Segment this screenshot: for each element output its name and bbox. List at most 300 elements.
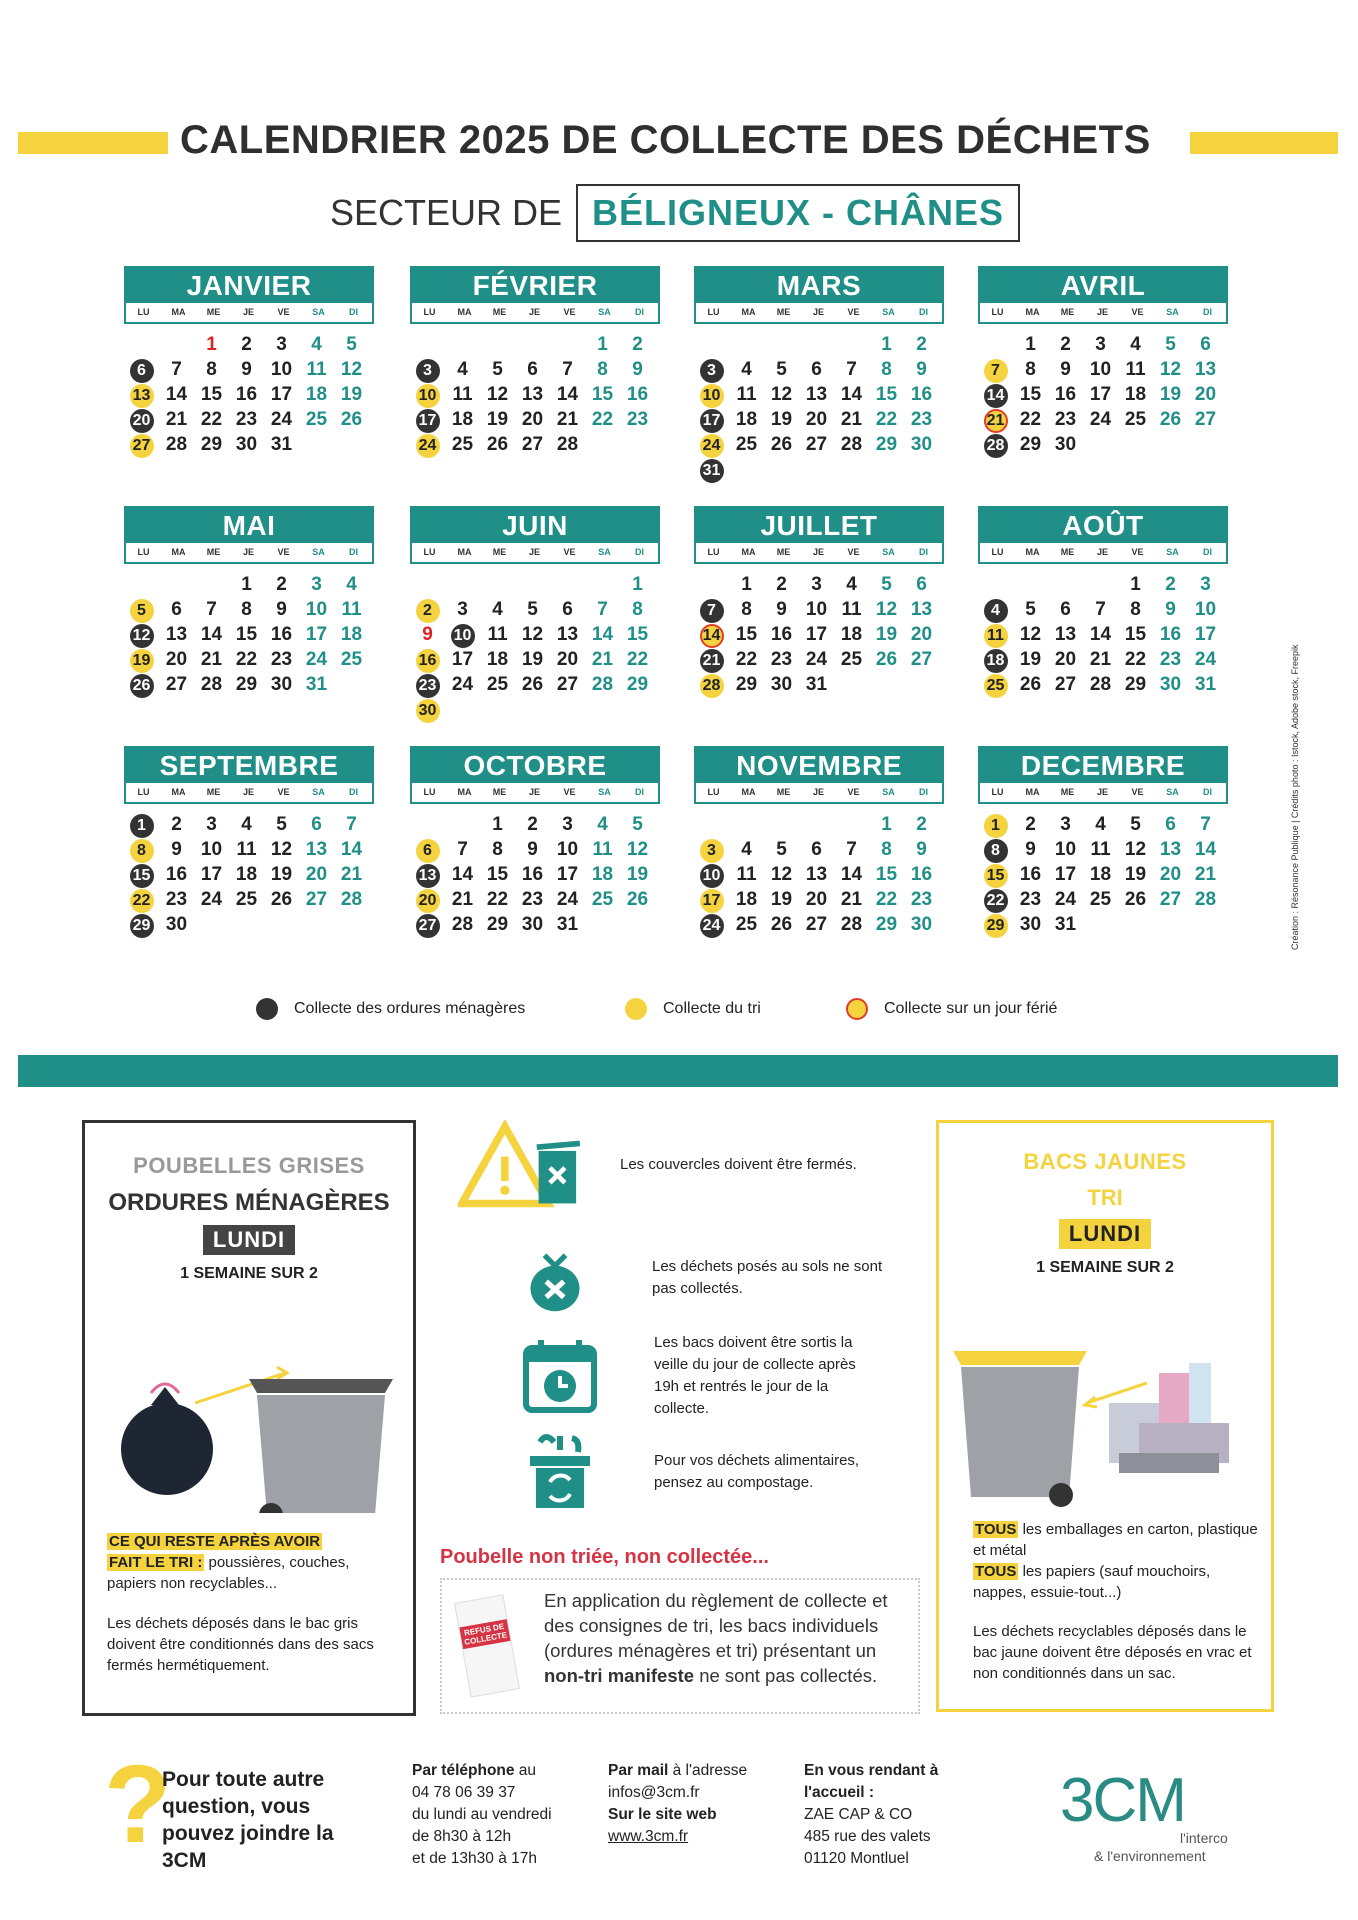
day-cell [194, 383, 229, 407]
day-cell [159, 863, 194, 887]
day-number: 27 [1054, 674, 1077, 695]
day-name: MA [1025, 547, 1040, 557]
day-cell [834, 888, 869, 912]
day-cell [515, 358, 550, 382]
day-cell-tri [694, 888, 729, 912]
sector-label: SECTEUR DE [330, 192, 563, 233]
day-cell [480, 813, 515, 837]
day-number: 30 [235, 434, 258, 455]
day-name: SA [312, 787, 325, 797]
logo-3cm: 3CM [1060, 1766, 1185, 1835]
credits: Création : Résonance Publique | Crédits photo : Istock, Adobe stock, Freepik [1290, 644, 1300, 950]
day-number: 19 [770, 409, 793, 430]
day-number: 14 [556, 384, 579, 405]
day-cell [1083, 408, 1118, 432]
day-cell-om [694, 408, 729, 432]
day-number: 2 [276, 574, 287, 595]
day-name: SA [312, 307, 325, 317]
day-cell [264, 383, 299, 407]
day-cell [264, 838, 299, 862]
day-number: 18 [451, 409, 474, 430]
day-number: 22 [1019, 409, 1042, 430]
day-cell [264, 333, 299, 357]
day-number: 4 [741, 839, 752, 860]
day-cell [194, 598, 229, 622]
day-cell [445, 838, 480, 862]
day-cell [1083, 888, 1118, 912]
day-number: 1 [492, 814, 503, 835]
day-number: 19 [1124, 864, 1147, 885]
day-cell [264, 813, 299, 837]
day-number: 11 [487, 624, 508, 645]
day-cell [299, 813, 334, 837]
day-cell [194, 838, 229, 862]
day-number: 7 [171, 359, 182, 380]
day-number: 25 [1089, 889, 1112, 910]
day-cell-tri [124, 383, 159, 407]
day-cell-om [124, 913, 159, 937]
footer-visit [804, 1760, 938, 1870]
day-cell [764, 838, 799, 862]
day-cell [799, 648, 834, 672]
day-cell [1013, 813, 1048, 837]
day-cell [729, 888, 764, 912]
day-name: JE [242, 307, 254, 317]
day-name: SA [312, 547, 325, 557]
day-cell [159, 433, 194, 457]
day-cell-om [410, 673, 445, 697]
day-cell [264, 623, 299, 647]
month-title: OCTOBRE [410, 746, 660, 783]
logo-tagline-2: & l'environnement [1094, 1848, 1206, 1864]
days-grid [978, 573, 1228, 697]
day-number: 14 [591, 624, 614, 645]
day-names-row [694, 303, 944, 324]
days-grid [978, 333, 1228, 457]
empty-cell [515, 333, 550, 357]
day-number: 20 [805, 409, 828, 430]
day-number: 15 [1124, 624, 1147, 645]
day-cell [229, 888, 264, 912]
day-number: 17 [1054, 864, 1077, 885]
day-number: 22 [735, 649, 758, 670]
refus-text-bold: non-tri manifeste [544, 1665, 695, 1686]
month-title: AOÛT [978, 506, 1228, 543]
day-number: 6 [311, 814, 322, 835]
yellow-panel-title2: TRI [1087, 1185, 1123, 1210]
day-cell [729, 383, 764, 407]
day-number: 21 [1194, 864, 1217, 885]
question-mark-icon: ? [104, 1743, 172, 1866]
day-cell [550, 673, 585, 697]
day-cell [1118, 333, 1153, 357]
day-number: 1 [1130, 574, 1141, 595]
day-number: 18 [235, 864, 258, 885]
day-number: 4 [241, 814, 252, 835]
day-cell [1188, 408, 1223, 432]
day-name: SA [598, 787, 611, 797]
day-cell [1048, 913, 1083, 937]
day-number: 22 [1124, 649, 1147, 670]
yellow-rest2: les papiers (sauf mouchoirs, nappes, essuie-tout...) [973, 1563, 1211, 1601]
yellow-panel-title1: BACS JAUNES [1023, 1149, 1187, 1174]
day-name: SA [882, 547, 895, 557]
day-cell [264, 673, 299, 697]
day-cell [550, 358, 585, 382]
day-number: 26 [486, 434, 509, 455]
day-number: 24 [270, 409, 293, 430]
day-cell [834, 863, 869, 887]
day-cell [480, 648, 515, 672]
day-cell [764, 913, 799, 937]
empty-cell [159, 573, 194, 597]
day-cell [299, 598, 334, 622]
day-cell [834, 648, 869, 672]
day-number: 5 [527, 599, 538, 620]
day-cell [515, 673, 550, 697]
day-number: 25 [591, 889, 614, 910]
day-cell-om [694, 358, 729, 382]
day-cell [1013, 358, 1048, 382]
day-number: 28 [165, 434, 188, 455]
day-cell [1118, 838, 1153, 862]
day-number: 29 [1019, 434, 1042, 455]
day-cell [869, 888, 904, 912]
day-number: 19 [130, 649, 154, 673]
day-number: 22 [486, 889, 509, 910]
day-number: 7 [1095, 599, 1106, 620]
day-cell [1083, 813, 1118, 837]
day-cell [1013, 888, 1048, 912]
month-block [410, 506, 660, 722]
day-cell [1188, 673, 1223, 697]
day-cell [834, 598, 869, 622]
day-cell [299, 333, 334, 357]
day-names-row [124, 303, 374, 324]
day-number: 15 [1019, 384, 1042, 405]
visit1: En vous rendant à [804, 1762, 939, 1779]
day-number: 25 [735, 914, 758, 935]
day-cell [585, 838, 620, 862]
day-number: 21 [840, 889, 863, 910]
day-cell-tri [978, 673, 1013, 697]
day-number: 26 [770, 434, 793, 455]
day-cell-tri [124, 598, 159, 622]
day-cell [550, 623, 585, 647]
day-number: 26 [626, 889, 649, 910]
day-cell [585, 888, 620, 912]
day-number: 12 [770, 864, 793, 885]
day-cell [264, 648, 299, 672]
day-cell [1048, 623, 1083, 647]
day-cell [550, 383, 585, 407]
day-number: 12 [1019, 624, 1042, 645]
rule-lids-text: Les couvercles doivent être fermés. [620, 1156, 857, 1173]
day-number: 7 [562, 359, 573, 380]
day-number: 14 [700, 624, 724, 648]
day-name: JE [1096, 307, 1108, 317]
day-number: 25 [235, 889, 258, 910]
day-number: 3 [1095, 334, 1106, 355]
grey-panel-title2: ORDURES MÉNAGÈRES [108, 1189, 390, 1216]
day-name: LU [707, 787, 720, 797]
day-number: 6 [916, 574, 927, 595]
day-number: 5 [492, 359, 503, 380]
day-number: 5 [276, 814, 287, 835]
day-cell-tri [978, 813, 1013, 837]
recyclables-pile-icon [1109, 1363, 1229, 1473]
day-cell [1188, 838, 1223, 862]
day-name: MA [741, 307, 756, 317]
day-cell [799, 673, 834, 697]
day-name: ME [206, 307, 221, 317]
day-number: 20 [416, 889, 440, 913]
empty-cell [1083, 573, 1118, 597]
day-number: 15 [591, 384, 614, 405]
day-number: 1 [881, 334, 892, 355]
day-cell [729, 433, 764, 457]
legend-tri [625, 998, 761, 1020]
day-name: JE [242, 787, 254, 797]
day-cell [445, 673, 480, 697]
day-cell [729, 573, 764, 597]
day-number: 2 [1165, 574, 1176, 595]
day-name: MA [171, 787, 186, 797]
day-cell [620, 333, 655, 357]
day-cell [1083, 838, 1118, 862]
day-name: LU [991, 787, 1004, 797]
day-cell [1153, 813, 1188, 837]
day-number: 14 [1089, 624, 1112, 645]
day-number: 3 [700, 359, 724, 383]
empty-cell [729, 333, 764, 357]
day-number: 2 [632, 334, 643, 355]
day-cell [904, 623, 939, 647]
mail-link[interactable]: infos@3cm.fr [608, 1784, 700, 1801]
day-number: 15 [875, 384, 898, 405]
day-names-row [694, 783, 944, 804]
day-cell [229, 383, 264, 407]
day-cell [299, 408, 334, 432]
refus-text2: ne sont pas collectés. [694, 1665, 878, 1686]
day-name: LU [137, 547, 150, 557]
month-block [978, 746, 1228, 937]
day-number: 3 [700, 839, 724, 863]
day-cell [1083, 358, 1118, 382]
day-cell [1083, 863, 1118, 887]
day-number: 29 [984, 914, 1008, 938]
day-names-row [410, 543, 660, 564]
day-number: 8 [881, 839, 892, 860]
day-cell [585, 358, 620, 382]
day-cell [1153, 333, 1188, 357]
day-number: 22 [626, 649, 649, 670]
day-name: LU [423, 307, 436, 317]
day-number: 21 [451, 889, 474, 910]
day-cell [194, 433, 229, 457]
days-grid [978, 813, 1228, 937]
day-number: 21 [591, 649, 614, 670]
day-cell [299, 383, 334, 407]
day-number: 23 [626, 409, 649, 430]
day-cell [334, 888, 369, 912]
day-number: 15 [984, 864, 1008, 888]
day-name: DI [349, 547, 358, 557]
day-cell [194, 813, 229, 837]
day-name: JE [812, 307, 824, 317]
legend-fer [846, 998, 1057, 1020]
tel-rest: au [514, 1762, 537, 1779]
day-number: 13 [910, 599, 933, 620]
day-number: 11 [1090, 839, 1111, 860]
day-name: JE [1096, 547, 1108, 557]
day-cell [1048, 648, 1083, 672]
day-cell [229, 838, 264, 862]
day-cell [1083, 598, 1118, 622]
day-number: 13 [1159, 839, 1182, 860]
day-cell [1118, 863, 1153, 887]
day-number: 19 [270, 864, 293, 885]
empty-cell [694, 573, 729, 597]
day-cell [1013, 383, 1048, 407]
day-cell [799, 573, 834, 597]
day-cell [585, 673, 620, 697]
compost-icon [520, 1432, 600, 1512]
day-number: 12 [340, 359, 363, 380]
day-cell [159, 913, 194, 937]
day-number: 7 [597, 599, 608, 620]
day-number: 30 [910, 434, 933, 455]
day-cell [334, 383, 369, 407]
day-number: 27 [521, 434, 544, 455]
grey-panel-title1: POUBELLES GRISES [133, 1153, 365, 1178]
day-number: 11 [984, 624, 1008, 648]
day-number: 1 [597, 334, 608, 355]
month-block [978, 506, 1228, 697]
day-number: 8 [130, 839, 154, 863]
day-cell [194, 408, 229, 432]
day-cell [1153, 888, 1188, 912]
day-cell [585, 333, 620, 357]
day-names-row [410, 303, 660, 324]
day-number: 18 [1089, 864, 1112, 885]
empty-cell [799, 333, 834, 357]
day-number: 19 [486, 409, 509, 430]
refus-text [544, 1588, 914, 1688]
refus-sticker [454, 1594, 520, 1697]
title-deco-bar-left [18, 132, 168, 154]
day-number: 8 [241, 599, 252, 620]
day-number: 16 [416, 649, 440, 673]
day-cell-tri [410, 698, 445, 722]
day-number: 28 [340, 889, 363, 910]
day-number: 9 [776, 599, 787, 620]
day-number: 26 [130, 674, 154, 698]
day-number: 17 [556, 864, 579, 885]
footer-phone [412, 1760, 552, 1870]
day-cell [515, 813, 550, 837]
day-cell [1013, 913, 1048, 937]
day-number: 7 [346, 814, 357, 835]
day-number: 26 [521, 674, 544, 695]
day-number: 30 [1019, 914, 1042, 935]
day-name: ME [776, 547, 791, 557]
day-name: DI [919, 307, 928, 317]
day-cell [229, 673, 264, 697]
day-cell [1048, 863, 1083, 887]
day-cell [1188, 888, 1223, 912]
day-cell [764, 888, 799, 912]
day-number: 3 [811, 574, 822, 595]
day-cell [1153, 573, 1188, 597]
day-cell [585, 383, 620, 407]
day-names-row [978, 783, 1228, 804]
footer-question: Pour toute autre question, vous pouvez joindre la 3CM [162, 1768, 334, 1872]
empty-cell [445, 813, 480, 837]
day-number: 10 [700, 864, 724, 888]
day-cell-tri [978, 913, 1013, 937]
day-number: 27 [910, 649, 933, 670]
day-number: 5 [632, 814, 643, 835]
empty-cell [764, 333, 799, 357]
addr2: 485 rue des valets [804, 1828, 931, 1845]
day-name: JE [812, 547, 824, 557]
day-cell-tri [124, 648, 159, 672]
empty-cell [410, 813, 445, 837]
day-number: 27 [305, 889, 328, 910]
day-cell [445, 913, 480, 937]
empty-cell [124, 333, 159, 357]
day-cell [1188, 598, 1223, 622]
day-cell [869, 648, 904, 672]
day-cell [229, 623, 264, 647]
day-number: 11 [341, 599, 362, 620]
web-link[interactable]: www.3cm.fr [608, 1828, 689, 1845]
day-number: 24 [556, 889, 579, 910]
day-number: 20 [1054, 649, 1077, 670]
day-cell [1153, 838, 1188, 862]
day-number: 2 [1025, 814, 1036, 835]
day-cell [869, 433, 904, 457]
days-grid [694, 573, 944, 697]
month-title: FÉVRIER [410, 266, 660, 303]
day-cell [159, 648, 194, 672]
tel-number[interactable]: 04 78 06 39 37 [412, 1784, 516, 1801]
rule-compost [520, 1432, 894, 1512]
day-cell [1118, 573, 1153, 597]
day-number: 9 [916, 359, 927, 380]
day-name: DI [635, 787, 644, 797]
day-name: VE [563, 307, 576, 317]
day-names-row [124, 543, 374, 564]
day-cell [480, 913, 515, 937]
day-number: 5 [346, 334, 357, 355]
day-number: 19 [626, 864, 649, 885]
day-number: 6 [1200, 334, 1211, 355]
empty-cell [978, 573, 1013, 597]
month-title: MAI [124, 506, 374, 543]
empty-cell [799, 813, 834, 837]
day-number: 27 [556, 674, 579, 695]
day-number: 18 [1124, 384, 1147, 405]
day-number: 25 [486, 674, 509, 695]
yellow-panel-day: LUNDI [1059, 1219, 1151, 1249]
empty-cell [445, 333, 480, 357]
day-number: 11 [736, 864, 757, 885]
day-cell-tri [124, 838, 159, 862]
day-cell [1048, 433, 1083, 457]
day-cell [1188, 813, 1223, 837]
